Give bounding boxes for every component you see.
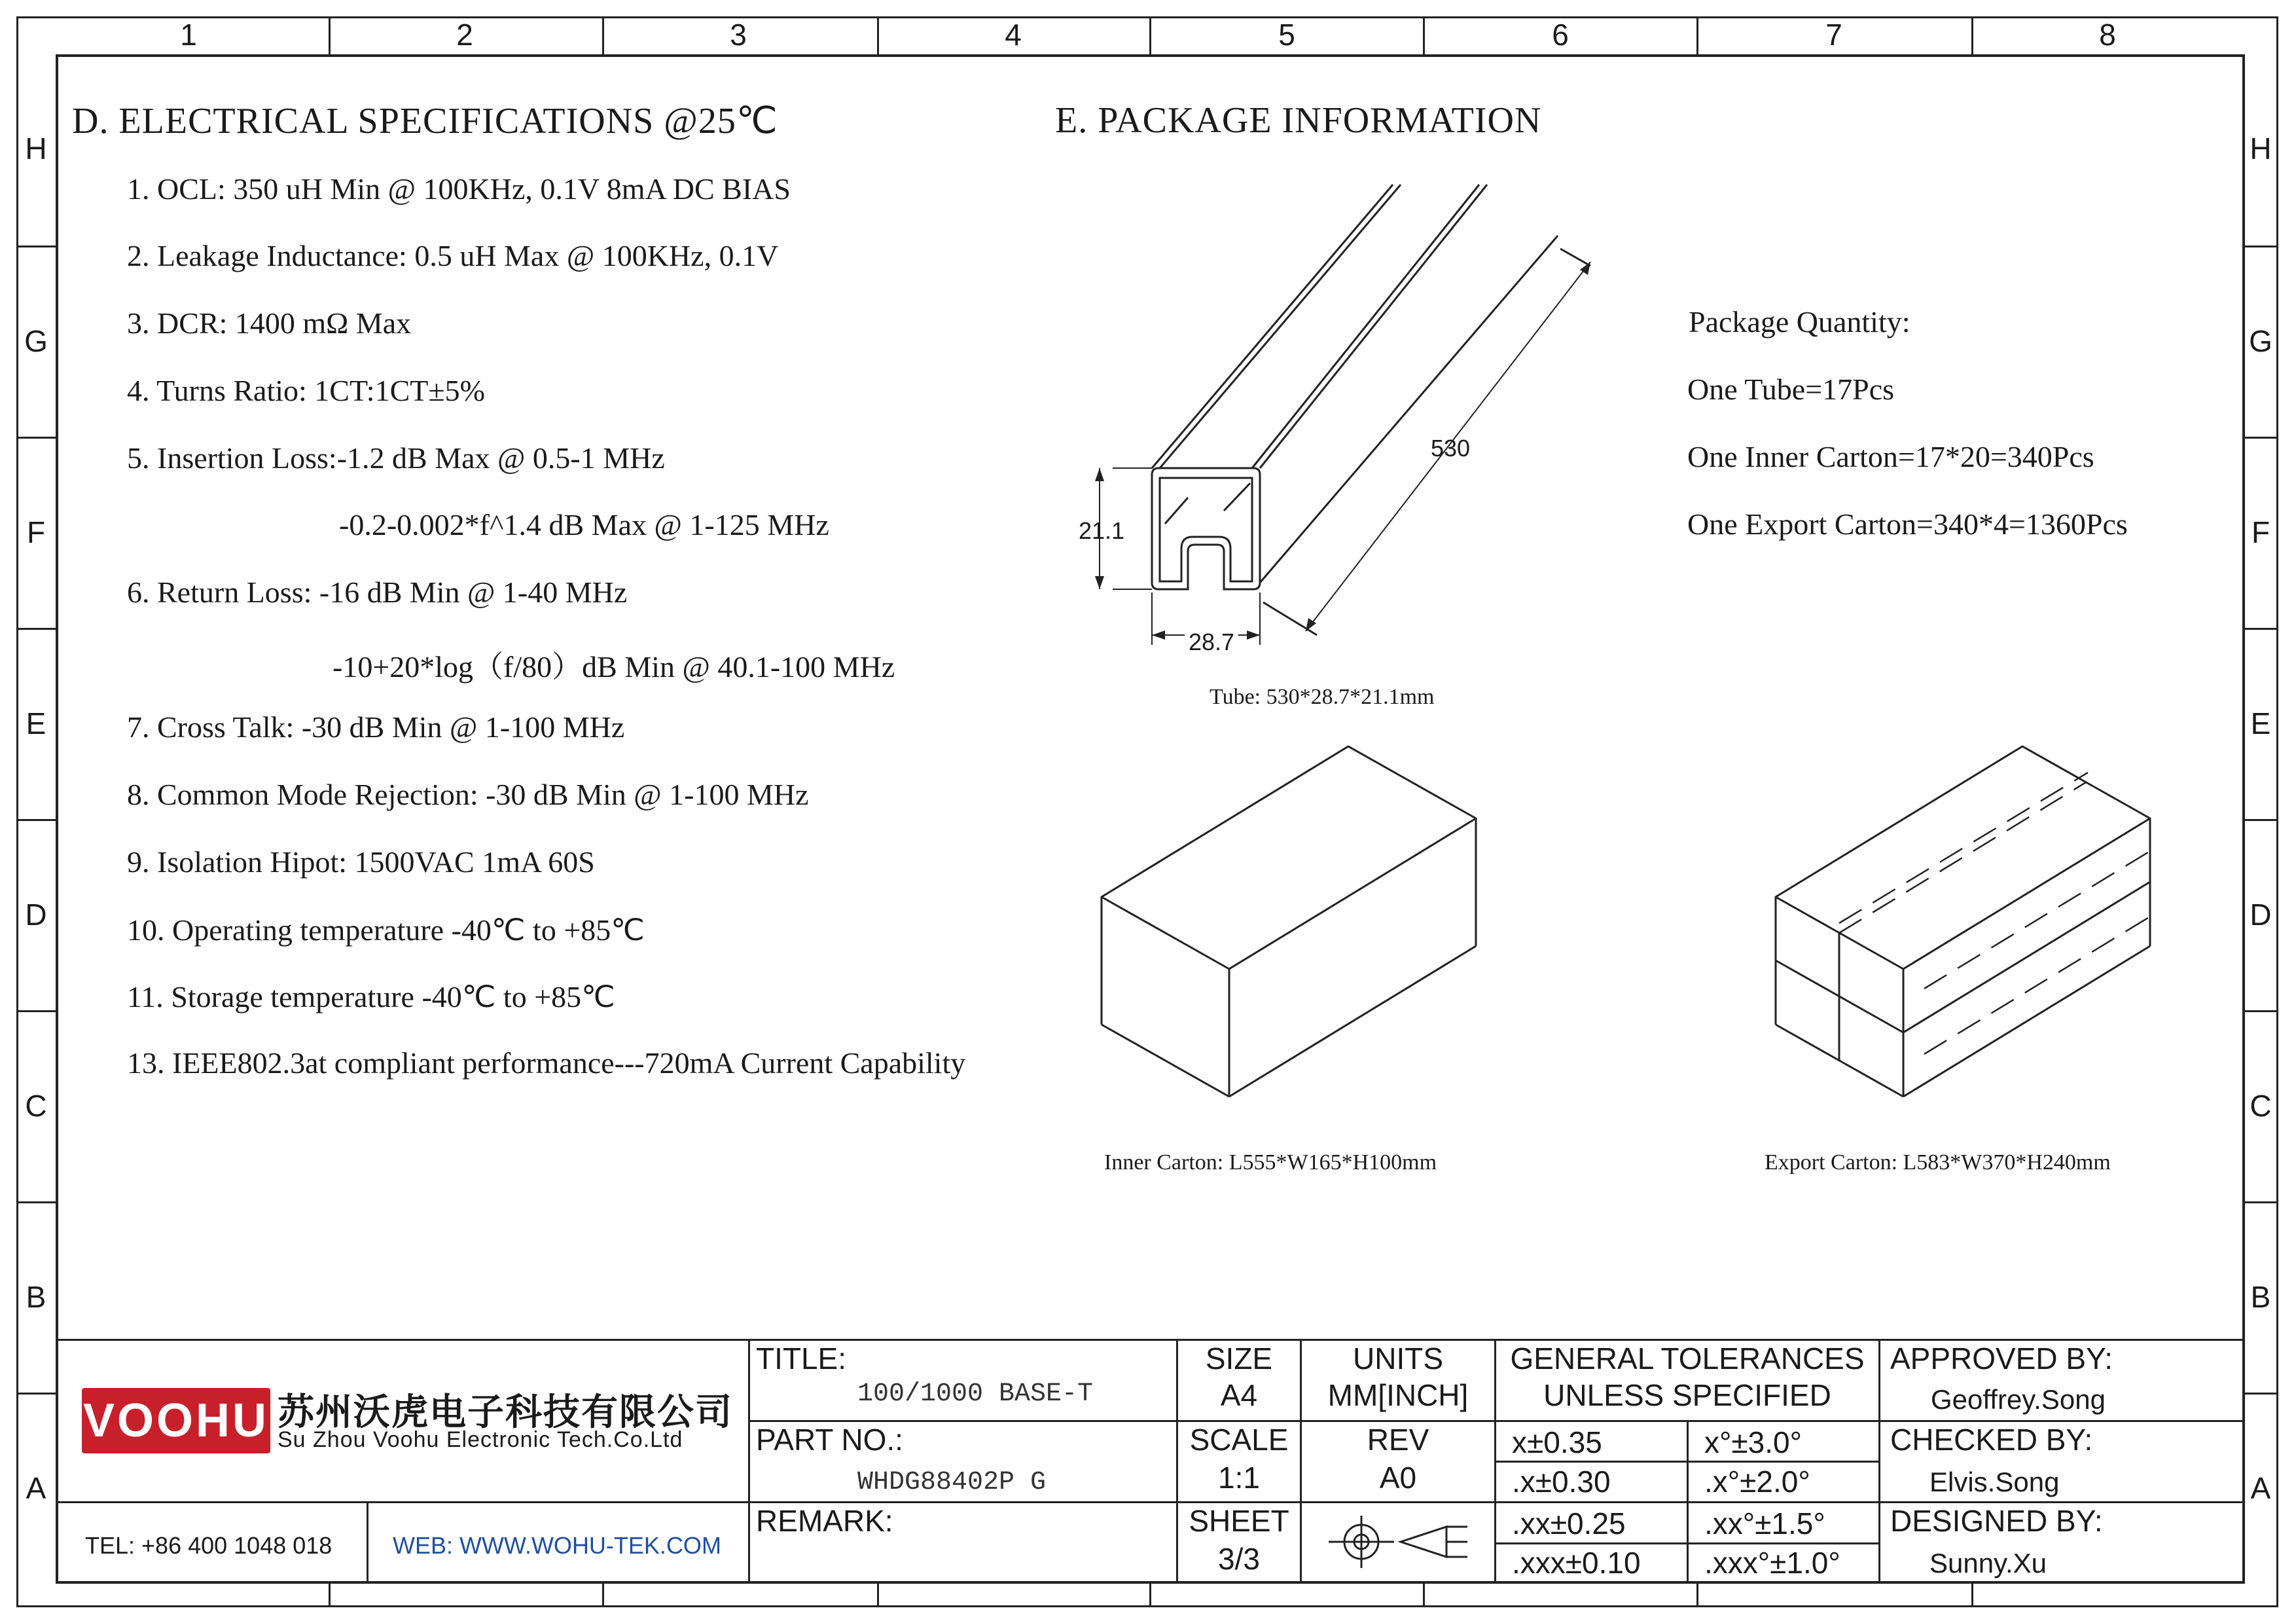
tube-height-dimension: 21.1: [1079, 517, 1125, 544]
zone-tick: [2245, 1201, 2278, 1203]
spec-item: 10. Operating temperature -40℃ to +85℃: [127, 913, 645, 947]
zone-tick: [2245, 246, 2278, 247]
zone-row-a-right: A: [2250, 1471, 2271, 1505]
zone-tick: [2245, 437, 2278, 439]
zone-tick: [2245, 628, 2278, 630]
title-label: TITLE:: [756, 1341, 847, 1376]
zone-tick: [602, 16, 604, 54]
zone-row-f-right: F: [2251, 515, 2270, 549]
export-carton-caption: Export Carton: L583*W370*H240mm: [1765, 1150, 2111, 1175]
checked-by-value: Elvis.Song: [1929, 1467, 2060, 1497]
zone-tick: [1423, 1584, 1425, 1607]
spec-item: 4. Turns Ratio: 1CT:1CT±5%: [127, 374, 485, 407]
zone-tick: [1971, 1584, 1973, 1607]
size-value: A4: [1220, 1378, 1258, 1412]
company-tel: TEL: +86 400 1048 018: [85, 1532, 332, 1559]
tolerance-linear: .x±0.30: [1512, 1465, 1611, 1499]
zone-col-4: 4: [1005, 18, 1022, 52]
zone-row-b-right: B: [2250, 1280, 2271, 1314]
zone-tick: [16, 1201, 56, 1203]
approved-by-label: APPROVED BY:: [1890, 1341, 2113, 1376]
package-quantity-item: One Inner Carton=17*20=340Pcs: [1687, 440, 2094, 473]
designed-by-label: DESIGNED BY:: [1890, 1504, 2103, 1538]
part-number-label: PART NO.:: [756, 1423, 903, 1457]
inner-carton-caption: Inner Carton: L555*W165*H100mm: [1104, 1150, 1437, 1175]
package-quantity-item: One Tube=17Pcs: [1687, 373, 1895, 406]
spec-item-continuation: -0.2-0.002*f^1.4 dB Max @ 1-125 MHz: [339, 508, 829, 541]
spec-item: 7. Cross Talk: -30 dB Min @ 1-100 MHz: [127, 710, 625, 744]
zone-row-f: F: [26, 515, 46, 549]
title-value: 100/1000 BASE-T: [857, 1379, 1094, 1409]
checked-by-label: CHECKED BY:: [1890, 1423, 2093, 1457]
zone-tick: [2245, 1393, 2278, 1395]
spec-item: 9. Isolation Hipot: 1500VAC 1mA 60S: [127, 845, 595, 879]
tube-width-dimension: 28.7: [1185, 629, 1238, 656]
zone-tick: [1696, 16, 1698, 54]
zone-tick: [877, 16, 879, 54]
tolerances-title-2: UNLESS SPECIFIED: [1543, 1378, 1831, 1412]
zone-row-h: H: [25, 132, 47, 166]
inner-carton-drawing: [1086, 733, 1492, 1113]
spec-item: 13. IEEE802.3at compliant performance---720mA Current Capability: [127, 1046, 966, 1080]
zone-col-3: 3: [730, 18, 747, 52]
spec-item: 3. DCR: 1400 mΩ Max: [127, 306, 412, 340]
company-name-cn: 苏州沃虎电子科技有限公司: [278, 1391, 733, 1434]
company-logo: [82, 1388, 270, 1453]
rev-label: REV: [1367, 1423, 1429, 1457]
zone-tick: [329, 1584, 331, 1607]
logo-text: VOOHU: [82, 1395, 270, 1447]
title-block-line: [367, 1501, 368, 1584]
zone-tick: [329, 16, 331, 54]
title-block-line: [56, 1501, 748, 1503]
zone-row-c-right: C: [2250, 1089, 2272, 1123]
title-block-line: [748, 1339, 750, 1584]
zone-row-g-right: G: [2249, 324, 2272, 358]
zone-row-e: E: [26, 706, 46, 740]
units-value: MM[INCH]: [1327, 1378, 1469, 1412]
zone-tick: [16, 1393, 56, 1395]
zone-col-7: 7: [1825, 18, 1842, 52]
spec-item: 2. Leakage Inductance: 0.5 uH Max @ 100KHz, 0.1V: [127, 239, 779, 272]
spec-item: 1. OCL: 350 uH Min @ 100KHz, 0.1V 8mA DC BIAS: [127, 172, 791, 206]
remark-label: REMARK:: [756, 1504, 893, 1538]
zone-tick: [877, 1584, 879, 1607]
tolerance-linear: .xx±0.25: [1512, 1506, 1626, 1541]
company-web-link[interactable]: WEB: WWW.WOHU-TEK.COM: [393, 1532, 721, 1559]
zone-tick: [16, 246, 56, 247]
approved-by-value: Geoffrey.Song: [1931, 1384, 2106, 1415]
zone-row-h-right: H: [2250, 132, 2272, 166]
electrical-heading: D. ELECTRICAL SPECIFICATIONS @25℃: [72, 101, 778, 141]
third-angle-projection-icon: [1316, 1512, 1479, 1571]
tolerance-linear: x±0.35: [1512, 1425, 1602, 1459]
zone-tick: [1423, 16, 1425, 54]
zone-row-e-right: E: [2250, 706, 2271, 740]
company-name-en: Su Zhou Voohu Electronic Tech.Co.Ltd: [278, 1427, 683, 1452]
zone-row-a: A: [26, 1471, 46, 1505]
zone-row-b: B: [26, 1280, 46, 1314]
zone-col-5: 5: [1278, 18, 1295, 52]
zone-tick: [2245, 1010, 2278, 1012]
zone-tick: [1696, 1584, 1698, 1607]
zone-row-d-right: D: [2250, 898, 2272, 932]
title-block-line: [1687, 1420, 1689, 1584]
tube-length-dimension: 530: [1431, 435, 1471, 462]
zone-tick: [16, 437, 56, 439]
zone-tick: [1149, 1584, 1151, 1607]
tube-caption: Tube: 530*28.7*21.1mm: [1210, 685, 1435, 709]
zone-tick: [16, 1010, 56, 1012]
zone-tick: [2245, 819, 2278, 821]
package-quantity-title: Package Quantity:: [1689, 305, 1910, 338]
rev-value: A0: [1379, 1461, 1417, 1495]
zone-tick: [16, 819, 56, 821]
zone-tick: [16, 628, 56, 630]
spec-item-continuation: -10+20*log（f/80）dB Min @ 40.1-100 MHz: [332, 650, 895, 684]
tolerance-angular: .xxx°±1.0°: [1704, 1546, 1840, 1580]
zone-row-c: C: [25, 1089, 47, 1123]
zone-col-8: 8: [2099, 18, 2116, 52]
sheet-value: 3/3: [1218, 1542, 1260, 1576]
zone-col-1: 1: [180, 18, 197, 52]
tolerance-linear: .xxx±0.10: [1512, 1546, 1641, 1580]
spec-item: 11. Storage temperature -40℃ to +85℃: [127, 980, 615, 1013]
zone-row-d: D: [25, 898, 47, 932]
export-carton-drawing: [1761, 733, 2166, 1113]
units-label: UNITS: [1353, 1341, 1443, 1376]
title-block-line: [1878, 1339, 1880, 1584]
spec-item: 5. Insertion Loss:-1.2 dB Max @ 0.5-1 MHz: [127, 441, 665, 475]
part-number-value: WHDG88402P G: [857, 1468, 1047, 1497]
tolerances-title-1: GENERAL TOLERANCES: [1510, 1341, 1865, 1376]
zone-row-g: G: [24, 324, 48, 358]
sheet-label: SHEET: [1189, 1504, 1289, 1538]
package-heading: E. PACKAGE INFORMATION: [1055, 100, 1542, 141]
tolerance-angular: .xx°±1.5°: [1704, 1506, 1825, 1541]
designed-by-value: Sunny.Xu: [1929, 1548, 2047, 1578]
spec-item: 6. Return Loss: -16 dB Min @ 1-40 MHz: [127, 575, 628, 609]
scale-label: SCALE: [1189, 1423, 1289, 1457]
size-label: SIZE: [1205, 1341, 1273, 1376]
zone-col-2: 2: [456, 18, 473, 52]
zone-tick: [602, 1584, 604, 1607]
tolerance-angular: x°±3.0°: [1704, 1425, 1802, 1459]
spec-item: 8. Common Mode Rejection: -30 dB Min @ 1-100 MHz: [127, 778, 809, 811]
package-quantity-item: One Export Carton=340*4=1360Pcs: [1687, 507, 2128, 541]
tolerance-angular: .x°±2.0°: [1704, 1465, 1810, 1499]
zone-tick: [1149, 16, 1151, 54]
zone-col-6: 6: [1552, 18, 1569, 52]
scale-value: 1:1: [1218, 1461, 1260, 1495]
tube-drawing: [1047, 170, 1636, 668]
zone-tick: [1971, 16, 1973, 54]
